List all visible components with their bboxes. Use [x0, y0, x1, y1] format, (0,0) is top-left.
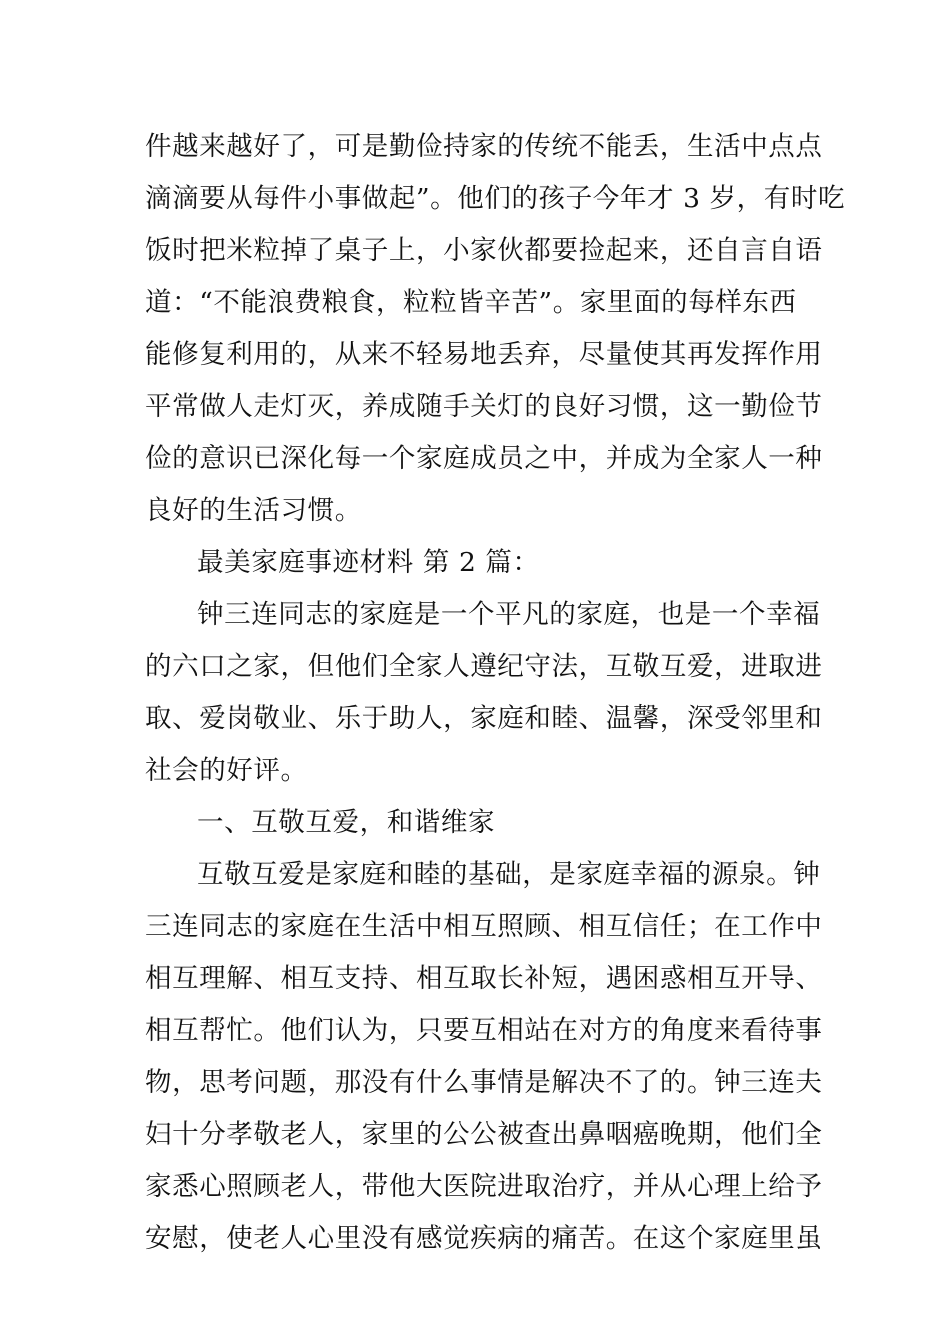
text-line: 能修复利用的，从来不轻易地丢弃，尽量使其再发挥作用: [145, 339, 823, 370]
text-line: 良好的生活习惯。: [145, 495, 362, 526]
text-line: 相互帮忙。他们认为，只要互相站在对方的角度来看待事: [145, 1015, 823, 1046]
section-title: 最美家庭事迹材料 第 2 篇：: [197, 547, 540, 578]
text-line: 滴滴要从每件小事做起”。他们的孩子今年才 3 岁，有时吃: [145, 183, 846, 214]
text-line: 妇十分孝敬老人，家里的公公被查出鼻咽癌晚期，他们全: [145, 1119, 823, 1150]
text-line: 家悉心照顾老人，带他大医院进取治疗，并从心理上给予: [145, 1171, 823, 1202]
text-line: 三连同志的家庭在生活中相互照顾、相互信任；在工作中: [145, 911, 823, 942]
text-line: 取、爱岗敬业、乐于助人，家庭和睦、温馨，深受邻里和: [145, 703, 823, 734]
text-line: 俭的意识已深化每一个家庭成员之中，并成为全家人一种: [145, 443, 823, 474]
text-line: 平常做人走灯灭，养成随手关灯的良好习惯，这一勤俭节: [145, 391, 823, 422]
text-line: 社会的好评。: [145, 755, 308, 786]
subsection-heading: 一、互敬互爱，和谐维家: [197, 807, 496, 838]
text-line: 安慰，使老人心里没有感觉疾病的痛苦。在这个家庭里虽: [145, 1223, 823, 1254]
text-line: 物，思考问题，那没有什么事情是解决不了的。钟三连夫: [145, 1067, 823, 1098]
text-line: 的六口之家，但他们全家人遵纪守法，互敬互爱，进取进: [145, 651, 823, 682]
paragraph-start-line: 互敬互爱是家庭和睦的基础，是家庭幸福的源泉。钟: [197, 859, 821, 890]
text-line: 相互理解、相互支持、相互取长补短，遇困惑相互开导、: [145, 963, 823, 994]
text-line: 饭时把米粒掉了桌子上，小家伙都要捡起来，还自言自语: [145, 235, 823, 266]
text-line: 道：“不能浪费粮食，粒粒皆辛苦”。家里面的每样东西: [145, 287, 797, 318]
paragraph-start-line: 钟三连同志的家庭是一个平凡的家庭，也是一个幸福: [197, 599, 821, 630]
text-line: 件越来越好了，可是勤俭持家的传统不能丢，生活中点点: [145, 131, 823, 162]
